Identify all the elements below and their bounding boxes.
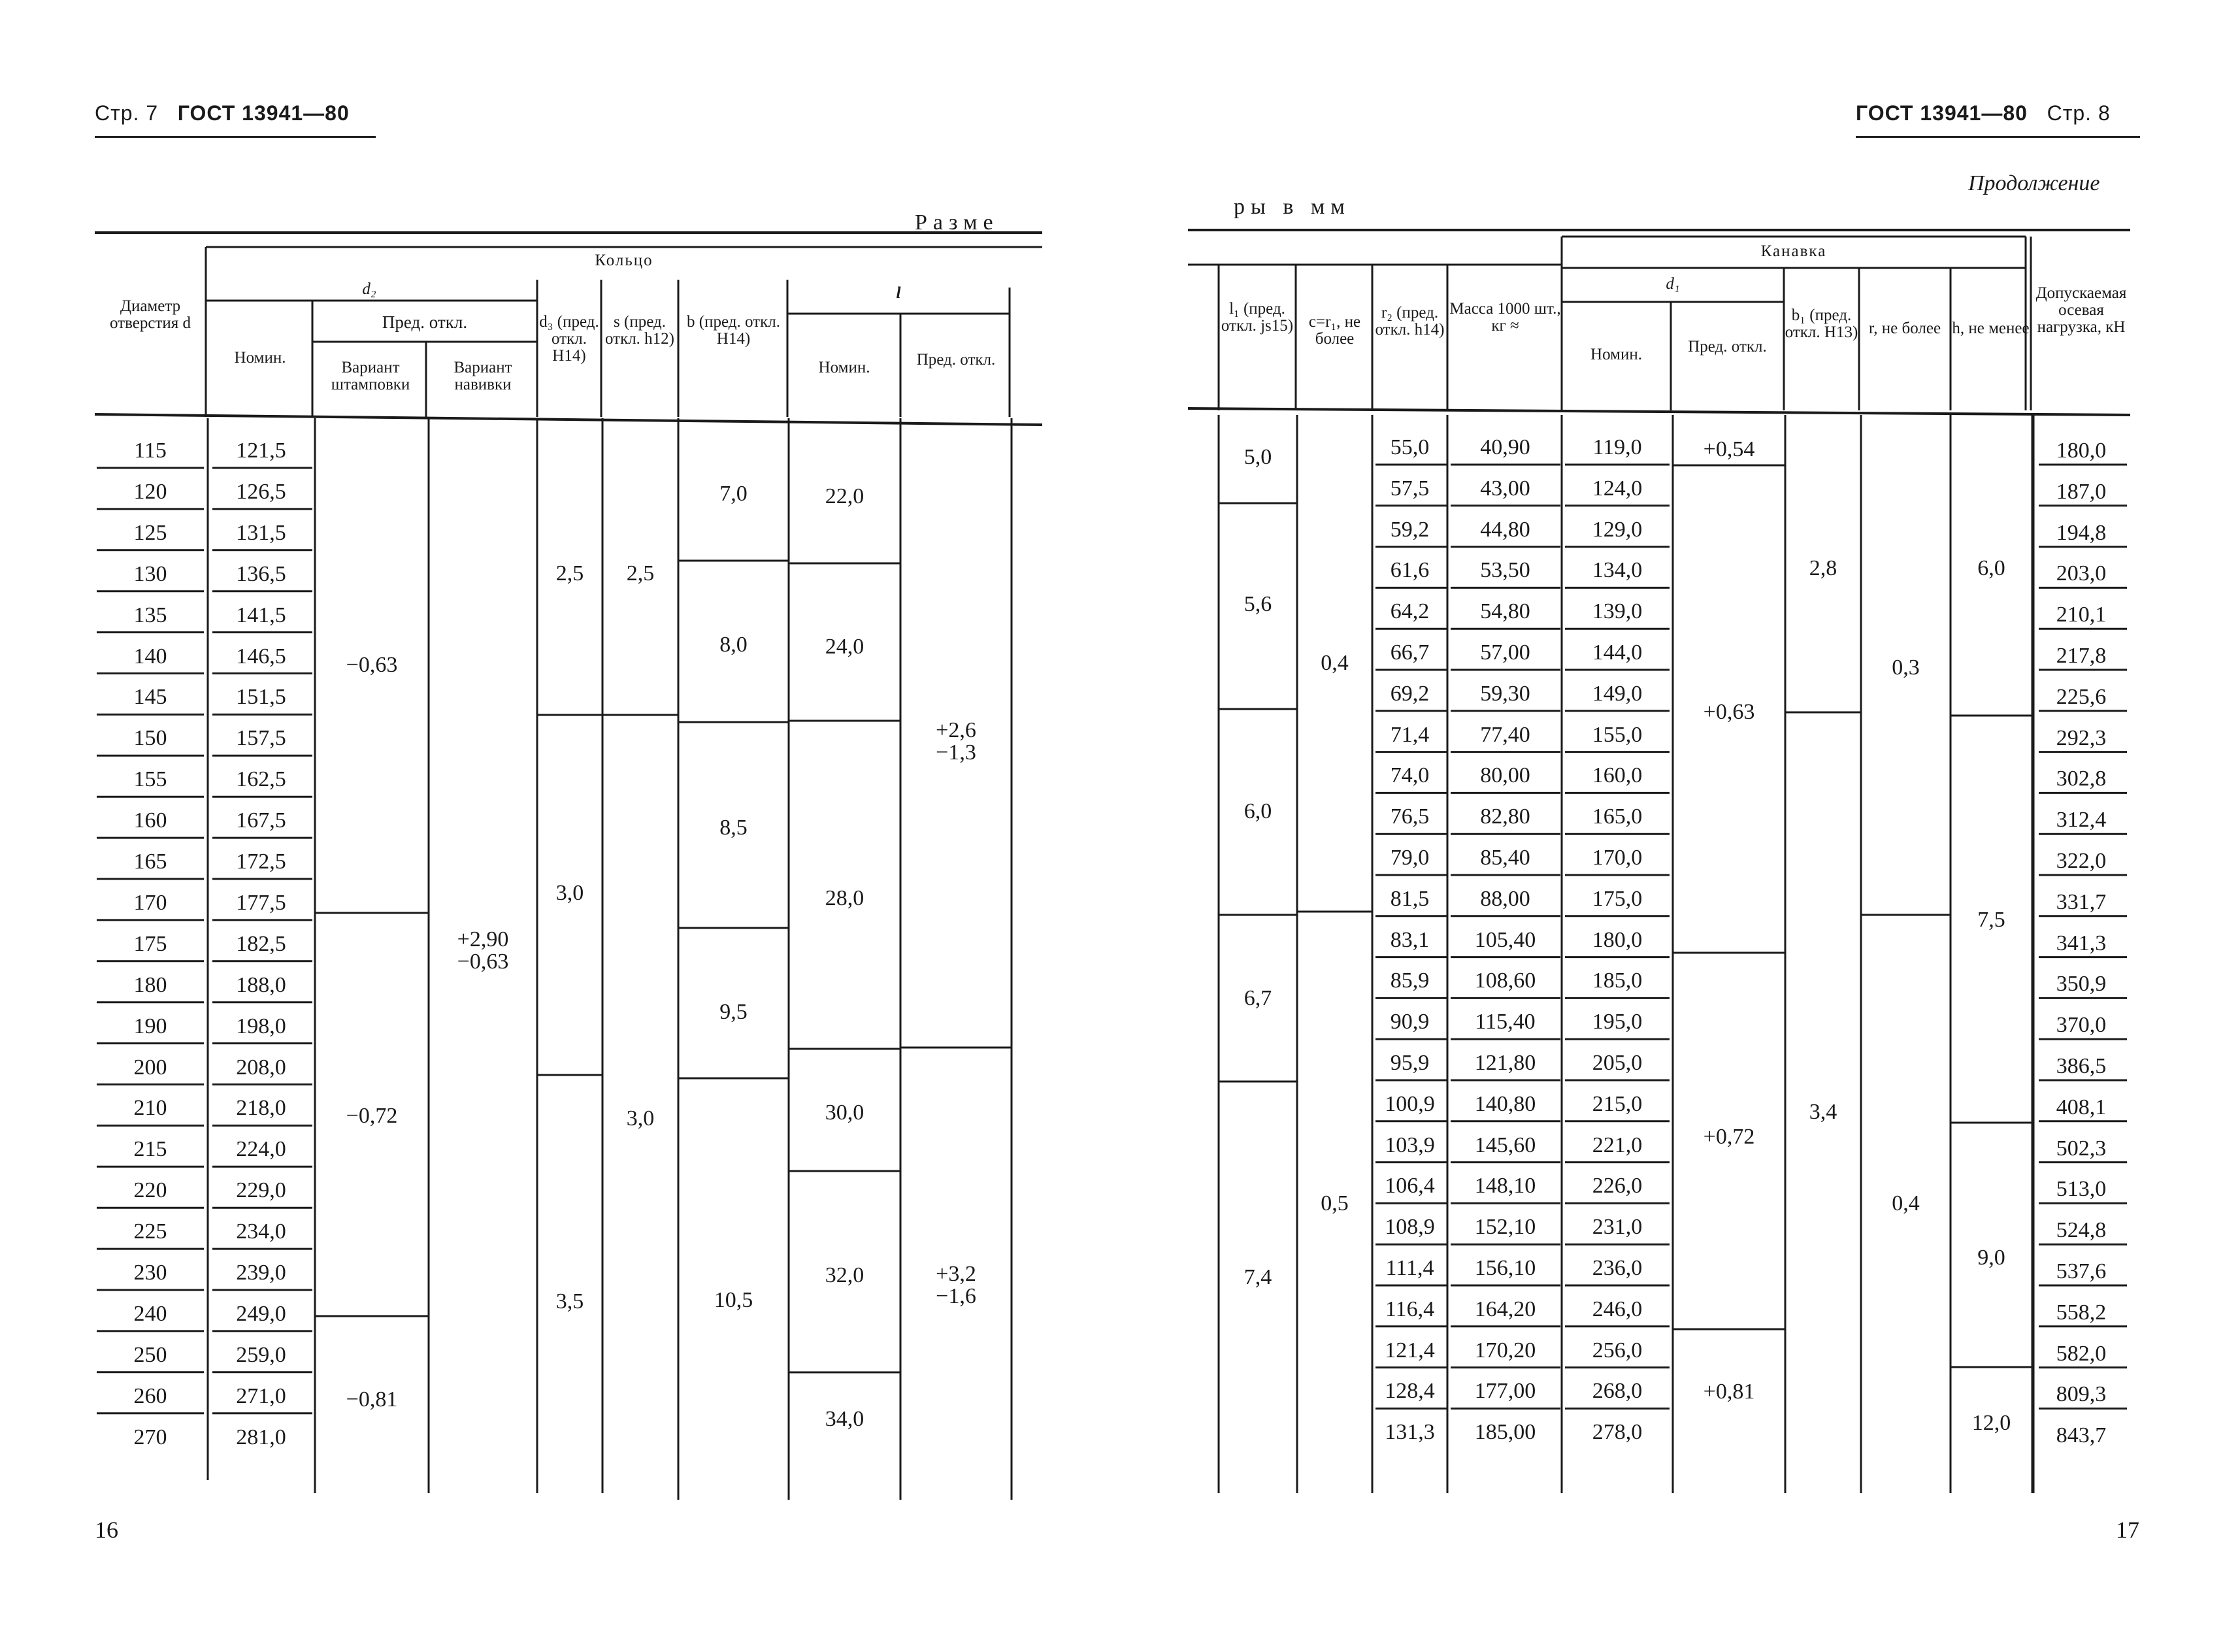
d2-nom-cell: 177,5 <box>236 890 286 915</box>
load-cell: 203,0 <box>2056 561 2107 586</box>
r2-cell: 66,7 <box>1390 640 1430 665</box>
load-cell: 331,7 <box>2056 889 2107 914</box>
c-value-2: 0,5 <box>1321 1191 1349 1215</box>
load-cell: 386,5 <box>2056 1054 2107 1078</box>
variant-navivki-header: Вариант навивки <box>453 359 512 393</box>
r-header: r, не более <box>1868 320 1941 337</box>
d2-nom-cell: 229,0 <box>236 1178 286 1203</box>
r2-cell: 57,5 <box>1390 476 1430 501</box>
d2-nom-cell: 141,5 <box>236 603 286 627</box>
d2-nom-cell: 126,5 <box>236 479 286 504</box>
diameter-cell: 190 <box>133 1014 167 1038</box>
d1-header <box>1562 276 1784 293</box>
d1-nom-cell: 175,0 <box>1592 886 1643 911</box>
load-cell: 582,0 <box>2056 1341 2107 1366</box>
left-page-number: 16 <box>95 1517 118 1543</box>
l-tol-2-lower: −1,6 <box>936 1284 976 1308</box>
diameter-cell: 240 <box>133 1301 167 1326</box>
d1-nom-cell: 149,0 <box>1592 681 1643 706</box>
d2-nom-cell: 131,5 <box>236 520 286 545</box>
mass-cell: 105,40 <box>1474 927 1536 952</box>
d1-nom-cell: 195,0 <box>1592 1010 1643 1034</box>
mass-cell: 85,40 <box>1480 846 1530 870</box>
load-cell: 180,0 <box>2056 438 2107 463</box>
d2-nom-cell: 208,0 <box>236 1055 286 1080</box>
mass-cell: 177,00 <box>1474 1379 1536 1404</box>
right-top-label: ры в мм <box>1234 195 1351 219</box>
s-header: s (пред. откл. h12) <box>604 313 675 348</box>
navivki-tol-upper: +2,90 <box>457 927 509 951</box>
r2-cell: 83,1 <box>1390 927 1430 952</box>
d1-tol-4: +0,81 <box>1703 1379 1755 1404</box>
d1-tol-1: +0,54 <box>1703 437 1755 461</box>
r2-cell: 116,4 <box>1385 1297 1435 1321</box>
d2-nom-cell: 249,0 <box>236 1301 286 1326</box>
diameter-cell: 215 <box>133 1137 167 1162</box>
b-value-1: 7,0 <box>719 482 748 506</box>
d1-nom-cell: 236,0 <box>1592 1256 1643 1280</box>
l-nom-4: 30,0 <box>825 1100 865 1125</box>
d1-nom-cell: 231,0 <box>1592 1215 1643 1240</box>
d1-nom-cell: 185,0 <box>1592 968 1643 993</box>
d2-nom-cell: 198,0 <box>236 1014 286 1038</box>
r-value-1: 0,3 <box>1892 655 1920 680</box>
r2-cell: 90,9 <box>1390 1010 1430 1034</box>
stamp-tol-2: −0,72 <box>346 1104 398 1128</box>
r2-cell: 81,5 <box>1390 886 1430 911</box>
r-value-2: 0,4 <box>1892 1191 1920 1215</box>
d2-nom-cell: 172,5 <box>236 850 286 874</box>
load-cell: 187,0 <box>2056 479 2107 504</box>
d1-nom-cell: 180,0 <box>1592 927 1643 952</box>
d2-nom-cell: 157,5 <box>236 726 286 751</box>
l1-value-1: 5,0 <box>1243 445 1272 469</box>
diameter-cell: 120 <box>133 479 167 504</box>
load-cell: 225,6 <box>2056 684 2107 709</box>
diameter-cell: 140 <box>133 644 167 669</box>
h-value-2: 7,5 <box>1977 908 2005 932</box>
l-tol-2-upper: +3,2 <box>936 1262 976 1286</box>
mass-cell: 44,80 <box>1480 517 1530 542</box>
diameter-cell: 210 <box>133 1096 167 1121</box>
r2-cell: 64,2 <box>1390 599 1430 624</box>
left-page <box>0 0 1098 1652</box>
d1-nom-cell: 278,0 <box>1592 1420 1643 1445</box>
d2-nom-cell: 136,5 <box>236 561 286 586</box>
d1-nom-cell: 124,0 <box>1592 476 1643 501</box>
diameter-cell: 135 <box>133 603 167 627</box>
mass-cell: 54,80 <box>1480 599 1530 624</box>
load-cell: 408,1 <box>2056 1095 2107 1119</box>
ring-header: Кольцо <box>595 252 653 269</box>
diameter-cell: 125 <box>133 520 167 545</box>
d1-nom-cell: 119,0 <box>1592 435 1642 459</box>
diameter-cell: 150 <box>133 726 167 751</box>
d2-nom-cell: 121,5 <box>236 438 286 463</box>
diameter-cell: 225 <box>133 1219 167 1244</box>
r2-cell: 121,4 <box>1385 1338 1435 1363</box>
b-value-5: 10,5 <box>714 1288 753 1312</box>
d2-header <box>314 281 425 298</box>
d1-nom-cell: 139,0 <box>1592 599 1643 624</box>
d3-value-3: 3,5 <box>555 1289 584 1313</box>
mass-cell: 88,00 <box>1480 886 1530 911</box>
r2-cell: 106,4 <box>1385 1174 1435 1198</box>
load-cell: 194,8 <box>2056 520 2107 545</box>
mass-cell: 156,10 <box>1474 1256 1536 1280</box>
b1-value-1: 2,8 <box>1809 556 1837 580</box>
load-cell: 350,9 <box>2056 972 2107 997</box>
d1-tol-2: +0,63 <box>1703 700 1755 724</box>
s-value-2: 3,0 <box>626 1106 655 1131</box>
left-top-label: Разме <box>915 210 999 235</box>
r2-cell: 79,0 <box>1390 846 1430 870</box>
d2-nom-cell: 167,5 <box>236 808 286 833</box>
diameter-cell: 220 <box>133 1178 167 1203</box>
d1-nom-cell: 226,0 <box>1592 1174 1643 1198</box>
d1-nom-cell: 170,0 <box>1592 846 1643 870</box>
right-page <box>1111 0 2223 1652</box>
b-value-3: 8,5 <box>719 816 748 840</box>
r2-cell: 95,9 <box>1390 1051 1430 1075</box>
d2-nom-cell: 146,5 <box>236 644 286 669</box>
mass-cell: 164,20 <box>1474 1297 1536 1321</box>
load-cell: 292,3 <box>2056 725 2107 750</box>
mass-cell: 185,00 <box>1474 1420 1536 1445</box>
l1-header: l₁ (пред. откл. js15) <box>1221 300 1294 335</box>
d2-nom-cell: 188,0 <box>236 972 286 997</box>
l-nom-header: Номин. <box>818 359 870 376</box>
d1-nom-cell: 246,0 <box>1592 1297 1643 1321</box>
left-doc-title: ГОСТ 13941—80 <box>177 101 350 125</box>
l-header <box>787 285 1010 302</box>
l-header-label: l <box>896 284 901 302</box>
d3-header: d₃ (пред. откл. H14) <box>539 313 599 365</box>
load-cell: 809,3 <box>2056 1382 2107 1407</box>
r2-cell: 100,9 <box>1385 1091 1435 1116</box>
l-tol-1-upper: +2,6 <box>936 718 976 742</box>
diameter-cell: 170 <box>133 890 167 915</box>
load-cell: 558,2 <box>2056 1300 2107 1325</box>
mass-cell: 40,90 <box>1480 435 1530 459</box>
d2-pred-otkl-header: Пред. откл. <box>382 312 468 332</box>
l-nom-2: 24,0 <box>825 635 865 659</box>
mass-cell: 82,80 <box>1480 804 1530 829</box>
d2-nom-cell: 182,5 <box>236 931 286 956</box>
diameter-header: Диаметр отверстия d <box>110 297 191 332</box>
d1-nom-cell: 160,0 <box>1592 763 1643 788</box>
diameter-cell: 270 <box>133 1425 167 1449</box>
d2-nom-header: Номин. <box>234 349 286 367</box>
l1-value-5: 7,4 <box>1243 1265 1272 1289</box>
d2-nom-cell: 239,0 <box>236 1261 286 1285</box>
b1-header: b₁ (пред. откл. H13) <box>1785 306 1858 341</box>
load-cell: 502,3 <box>2056 1136 2107 1161</box>
l1-value-4: 6,7 <box>1243 986 1272 1010</box>
r2-cell: 85,9 <box>1390 968 1430 993</box>
mass-cell: 170,20 <box>1474 1338 1536 1363</box>
mass-cell: 80,00 <box>1480 763 1530 788</box>
r2-cell: 128,4 <box>1385 1379 1435 1404</box>
right-page-number: 17 <box>2116 1517 2139 1543</box>
mass-cell: 148,10 <box>1474 1174 1536 1198</box>
r2-cell: 74,0 <box>1390 763 1430 788</box>
load-cell: 341,3 <box>2056 931 2107 955</box>
d2-nom-cell: 224,0 <box>236 1137 286 1162</box>
d2-header-label: d₂ <box>362 280 376 298</box>
r2-header: r₂ (пред. откл. h14) <box>1375 304 1445 339</box>
b-value-2: 8,0 <box>719 633 748 657</box>
b-value-4: 9,5 <box>719 1000 748 1024</box>
h-value-1: 6,0 <box>1977 556 2005 580</box>
groove-header: Канавка <box>1760 242 1827 260</box>
r2-cell: 111,4 <box>1385 1256 1434 1280</box>
diameter-cell: 180 <box>133 972 167 997</box>
l1-value-3: 6,0 <box>1243 799 1272 823</box>
mass-cell: 77,40 <box>1480 722 1530 747</box>
mass-header: Масса 1000 шт., кг ≈ <box>1449 300 1561 335</box>
d1-tol-3: +0,72 <box>1703 1125 1755 1149</box>
diameter-cell: 200 <box>133 1055 167 1080</box>
h-header: h, не менее <box>1952 320 2030 337</box>
variant-stamp-header: Вариант штамповки <box>331 359 410 393</box>
b-header: b (пред. откл. H14) <box>687 313 780 348</box>
l-pred-header: Пред. откл. <box>916 351 996 369</box>
load-cell: 322,0 <box>2056 849 2107 873</box>
load-cell: 537,6 <box>2056 1259 2107 1283</box>
r2-cell: 103,9 <box>1385 1132 1435 1157</box>
l-nom-6: 34,0 <box>825 1407 865 1431</box>
mass-cell: 53,50 <box>1480 558 1530 583</box>
d1-nom-cell: 134,0 <box>1592 558 1643 583</box>
h-value-4: 12,0 <box>1971 1411 2011 1435</box>
r2-cell: 108,9 <box>1385 1215 1435 1240</box>
d1-nom-cell: 155,0 <box>1592 722 1643 747</box>
right-page-label: Стр. 8 <box>2047 101 2111 125</box>
diameter-cell: 250 <box>133 1342 167 1367</box>
load-cell: 843,7 <box>2056 1423 2107 1448</box>
continuation-label: Продолжение <box>1968 171 2100 195</box>
r2-cell: 61,6 <box>1390 558 1430 583</box>
d2-nom-cell: 271,0 <box>236 1383 286 1408</box>
d1-header-label: d₁ <box>1666 275 1680 293</box>
d2-nom-cell: 234,0 <box>236 1219 286 1244</box>
l-nom-5: 32,0 <box>825 1263 865 1287</box>
load-cell: 524,8 <box>2056 1218 2107 1243</box>
l-tol-1-lower: −1,3 <box>936 740 976 765</box>
diameter-cell: 175 <box>133 931 167 956</box>
mass-cell: 59,30 <box>1480 681 1530 706</box>
mass-cell: 57,00 <box>1480 640 1530 665</box>
d1-nom-cell: 215,0 <box>1592 1091 1643 1116</box>
d1-nom-cell: 221,0 <box>1592 1132 1643 1157</box>
d2-nom-cell: 281,0 <box>236 1425 286 1449</box>
mass-cell: 108,60 <box>1474 968 1536 993</box>
d1-nom-cell: 129,0 <box>1592 517 1643 542</box>
diameter-cell: 130 <box>133 561 167 586</box>
mass-cell: 152,10 <box>1474 1215 1536 1240</box>
load-cell: 217,8 <box>2056 644 2107 668</box>
d1-nom-cell: 205,0 <box>1592 1051 1643 1075</box>
load-header: Допускаемая осевая нагрузка, кН <box>2035 284 2127 336</box>
l1-value-2: 5,6 <box>1243 592 1272 616</box>
r2-cell: 69,2 <box>1390 681 1430 706</box>
mass-cell: 43,00 <box>1480 476 1530 501</box>
diameter-cell: 165 <box>133 850 167 874</box>
mass-cell: 140,80 <box>1474 1091 1536 1116</box>
d3-value-2: 3,0 <box>555 881 584 905</box>
load-cell: 210,1 <box>2056 603 2107 627</box>
d1-pred-header: Пред. откл. <box>1688 338 1767 355</box>
l-nom-3: 28,0 <box>825 886 865 910</box>
l-nom-1: 22,0 <box>825 484 865 508</box>
left-page-label: Стр. 7 <box>95 101 159 125</box>
d2-nom-cell: 259,0 <box>236 1342 286 1367</box>
mass-cell: 145,60 <box>1474 1132 1536 1157</box>
stamp-tol-1: −0,63 <box>346 653 398 677</box>
r2-cell: 76,5 <box>1390 804 1430 829</box>
stamp-tol-3: −0,81 <box>346 1387 398 1412</box>
load-cell: 312,4 <box>2056 808 2107 833</box>
c-header: c=r₁, не более <box>1308 313 1361 348</box>
navivki-tol-lower: −0,63 <box>457 950 509 974</box>
d1-nom-header: Номин. <box>1590 346 1642 363</box>
d1-nom-cell: 256,0 <box>1592 1338 1643 1363</box>
r2-cell: 131,3 <box>1385 1420 1435 1445</box>
d3-value-1: 2,5 <box>555 561 584 586</box>
d1-nom-cell: 268,0 <box>1592 1379 1643 1404</box>
diameter-cell: 145 <box>133 685 167 710</box>
mass-cell: 115,40 <box>1475 1010 1536 1034</box>
load-cell: 513,0 <box>2056 1177 2107 1202</box>
load-cell: 370,0 <box>2056 1013 2107 1038</box>
load-cell: 302,8 <box>2056 767 2107 791</box>
diameter-cell: 230 <box>133 1261 167 1285</box>
c-value-1: 0,4 <box>1321 651 1349 675</box>
s-value-1: 2,5 <box>626 561 655 586</box>
diameter-cell: 155 <box>133 767 167 792</box>
d2-nom-cell: 151,5 <box>236 685 286 710</box>
diameter-cell: 260 <box>133 1383 167 1408</box>
d1-nom-cell: 165,0 <box>1592 804 1643 829</box>
r2-cell: 55,0 <box>1390 435 1430 459</box>
r2-cell: 71,4 <box>1390 722 1430 747</box>
r2-cell: 59,2 <box>1390 517 1430 542</box>
h-value-3: 9,0 <box>1977 1246 2005 1270</box>
d2-nom-cell: 162,5 <box>236 767 286 792</box>
diameter-cell: 160 <box>133 808 167 833</box>
b1-value-2: 3,4 <box>1809 1100 1837 1124</box>
d2-nom-cell: 218,0 <box>236 1096 286 1121</box>
mass-cell: 121,80 <box>1474 1051 1536 1075</box>
diameter-cell: 115 <box>134 438 167 463</box>
d1-nom-cell: 144,0 <box>1592 640 1643 665</box>
right-doc-title: ГОСТ 13941—80 <box>1856 101 2028 125</box>
